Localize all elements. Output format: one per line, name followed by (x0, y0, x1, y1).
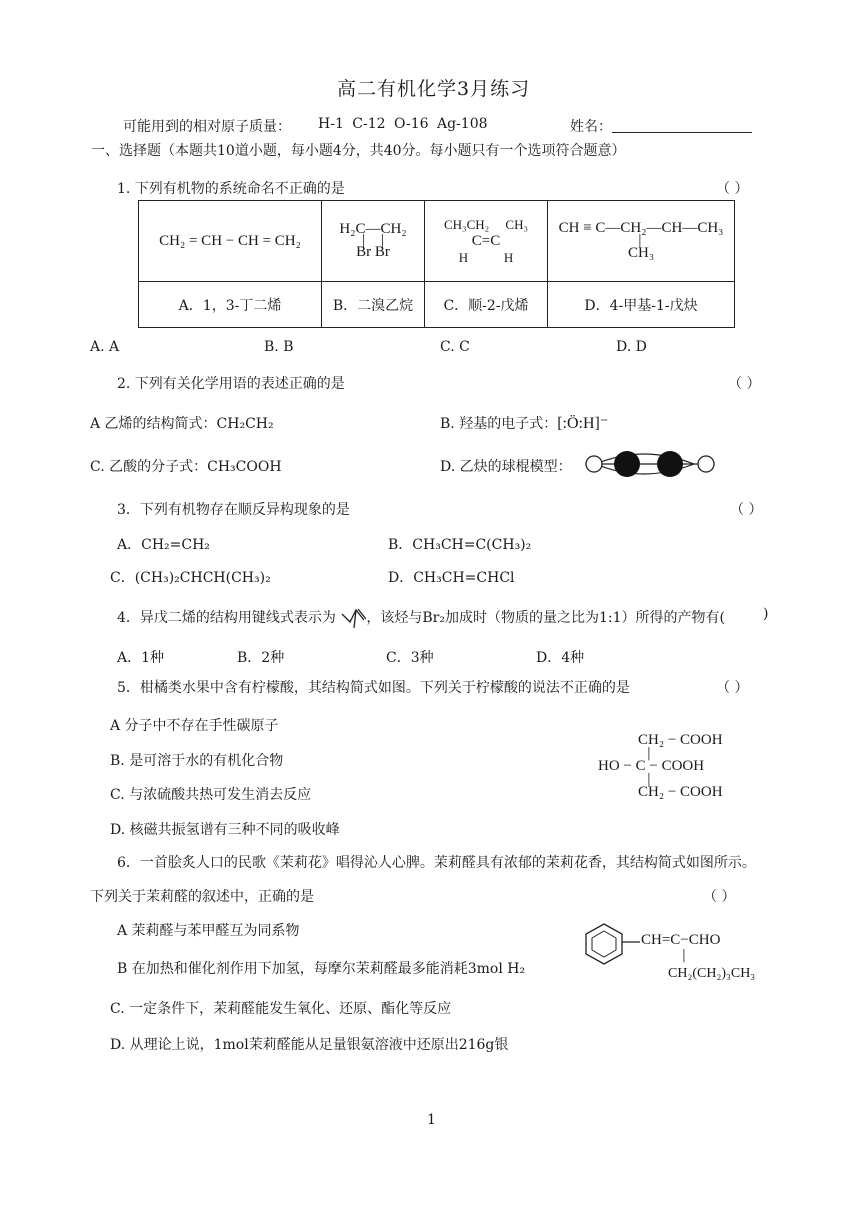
q4-option-a[interactable]: A．1种 (117, 650, 165, 666)
page-number: 1 (427, 1112, 436, 1128)
name-label: 姓名： (570, 119, 612, 135)
q1-stem: 1. 下列有机物的系统命名不正确的是 (117, 181, 345, 197)
q1-option-b[interactable]: B. B (264, 339, 294, 355)
q6-stem-line2: 下列关于茉莉醛的叙述中，正确的是 (90, 889, 314, 905)
citric-acid-top: CH₂ − COOH (638, 732, 723, 748)
q1-struct-d: CH ≡ C—CH₂—CH—CH₃ │ CH₃ (548, 201, 735, 282)
q3-option-a[interactable]: A．CH₂=CH₂ (117, 537, 210, 553)
q2-stem: 2. 下列有关化学用语的表述正确的是 (117, 376, 345, 392)
q5-option-c[interactable]: C. 与浓硫酸共热可发生消去反应 (110, 787, 312, 803)
name-blank[interactable] (612, 118, 752, 133)
q5-option-a[interactable]: A 分子中不存在手性碳原子 (110, 718, 279, 734)
q3-option-d[interactable]: D．CH₃CH=CHCl (388, 570, 515, 586)
jasmine-aldehyde-top: CH=C−CHO (641, 932, 721, 948)
q4-option-d[interactable]: D．4种 (536, 650, 585, 666)
q1-struct-b: H₂C—CH₂ │ │ Br Br (322, 201, 425, 282)
q6-option-a[interactable]: A 茉莉醛与苯甲醛互为同系物 (117, 923, 300, 939)
q5-answer-paren[interactable]: （ ） (716, 680, 749, 696)
q1-name-a: A．1，3-丁二烯 (139, 282, 322, 328)
q5-stem: 5．柑橘类水果中含有柠檬酸，其结构简式如图。下列关于柠檬酸的说法不正确的是 (117, 680, 630, 696)
citric-acid-mid: HO − C − COOH (598, 758, 705, 774)
q2-option-d[interactable]: D. 乙炔的球棍模型： (440, 459, 572, 475)
q3-option-b[interactable]: B．CH₃CH=C(CH₃)₂ (388, 537, 532, 553)
q5-option-b[interactable]: B. 是可溶于水的有机化合物 (110, 753, 284, 769)
q1-option-c[interactable]: C. C (440, 339, 470, 355)
q1-option-a[interactable]: A. A (90, 339, 120, 355)
q1-struct-c: CH₃CH₂ CH₃ C=C H H (425, 201, 548, 282)
q1-option-d[interactable]: D. D (616, 339, 647, 355)
isoprene-skeletal-icon (340, 606, 366, 630)
q4-stem: 4．异戊二烯的结构用键线式表示为 ，该烃与Br₂加成时（物质的量之比为1:1）所得的产物有( (117, 606, 725, 630)
q4-option-b[interactable]: B．2种 (237, 650, 285, 666)
q6-answer-paren[interactable]: （ ） (703, 889, 736, 905)
section-heading: 一、选择题（本题共10道小题，每小题4分，共40分。每小题只有一个选项符合题意） (91, 143, 626, 159)
page-title: 高二有机化学3月练习 (337, 78, 531, 100)
citric-acid-bot: CH₂ − COOH (638, 784, 723, 800)
q3-answer-paren[interactable]: （ ） (730, 502, 763, 518)
q6-stem-line1: 6．一首脍炙人口的民歌《茉莉花》唱得沁人心脾。茉莉醛具有浓郁的茉莉花香，其结构简式如图所示。 (117, 855, 756, 871)
q3-stem: 3．下列有机物存在顺反异构现象的是 (117, 502, 350, 518)
q2-option-c[interactable]: C. 乙酸的分子式：CH₃COOH (90, 459, 282, 475)
q1-name-b: B．二溴乙烷 (322, 282, 425, 328)
q1-table (138, 200, 735, 328)
masses-label: 可能用到的相对原子质量： (123, 119, 291, 135)
q6-option-d[interactable]: D. 从理论上说，1mol茉莉醛能从足量银氨溶液中还原出216g银 (110, 1037, 509, 1053)
q1-name-c: C．顺-2-戊烯 (425, 282, 548, 328)
acetylene-ball-stick-icon (582, 446, 718, 482)
atomic-masses: H-1 C-12 O-16 Ag-108 (318, 116, 488, 132)
hydroxyl-electron-formula: [:Ö:H]⁻ (557, 415, 609, 432)
q3-option-c[interactable]: C．(CH₃)₂CHCH(CH₃)₂ (110, 570, 271, 586)
q4-answer-close[interactable]: ) (763, 606, 769, 622)
q2-option-b[interactable]: B. 羟基的电子式：[:Ö:H]⁻ (440, 415, 609, 432)
benzene-ring-icon (582, 920, 642, 976)
q1-name-d: D．4-甲基-1-戊炔 (548, 282, 735, 328)
q1-answer-paren[interactable]: （ ） (716, 181, 749, 197)
q4-option-c[interactable]: C．3种 (386, 650, 434, 666)
q5-option-d[interactable]: D. 核磁共振氢谱有三种不同的吸收峰 (110, 822, 340, 838)
jasmine-aldehyde-bot: CH₂(CH₂)₃CH₃ (668, 966, 756, 981)
q6-option-b[interactable]: B 在加热和催化剂作用下加氢，每摩尔茉莉醛最多能消耗3mol H₂ (117, 961, 526, 977)
q2-answer-paren[interactable]: （ ） (728, 376, 761, 392)
name-field[interactable] (570, 116, 752, 136)
q1-struct-a: CH₂ = CH − CH = CH₂ (139, 201, 322, 282)
q2-option-a[interactable]: A 乙烯的结构简式：CH₂CH₂ (90, 416, 274, 432)
q6-option-c[interactable]: C. 一定条件下，茉莉醛能发生氧化、还原、酯化等反应 (110, 1001, 452, 1017)
